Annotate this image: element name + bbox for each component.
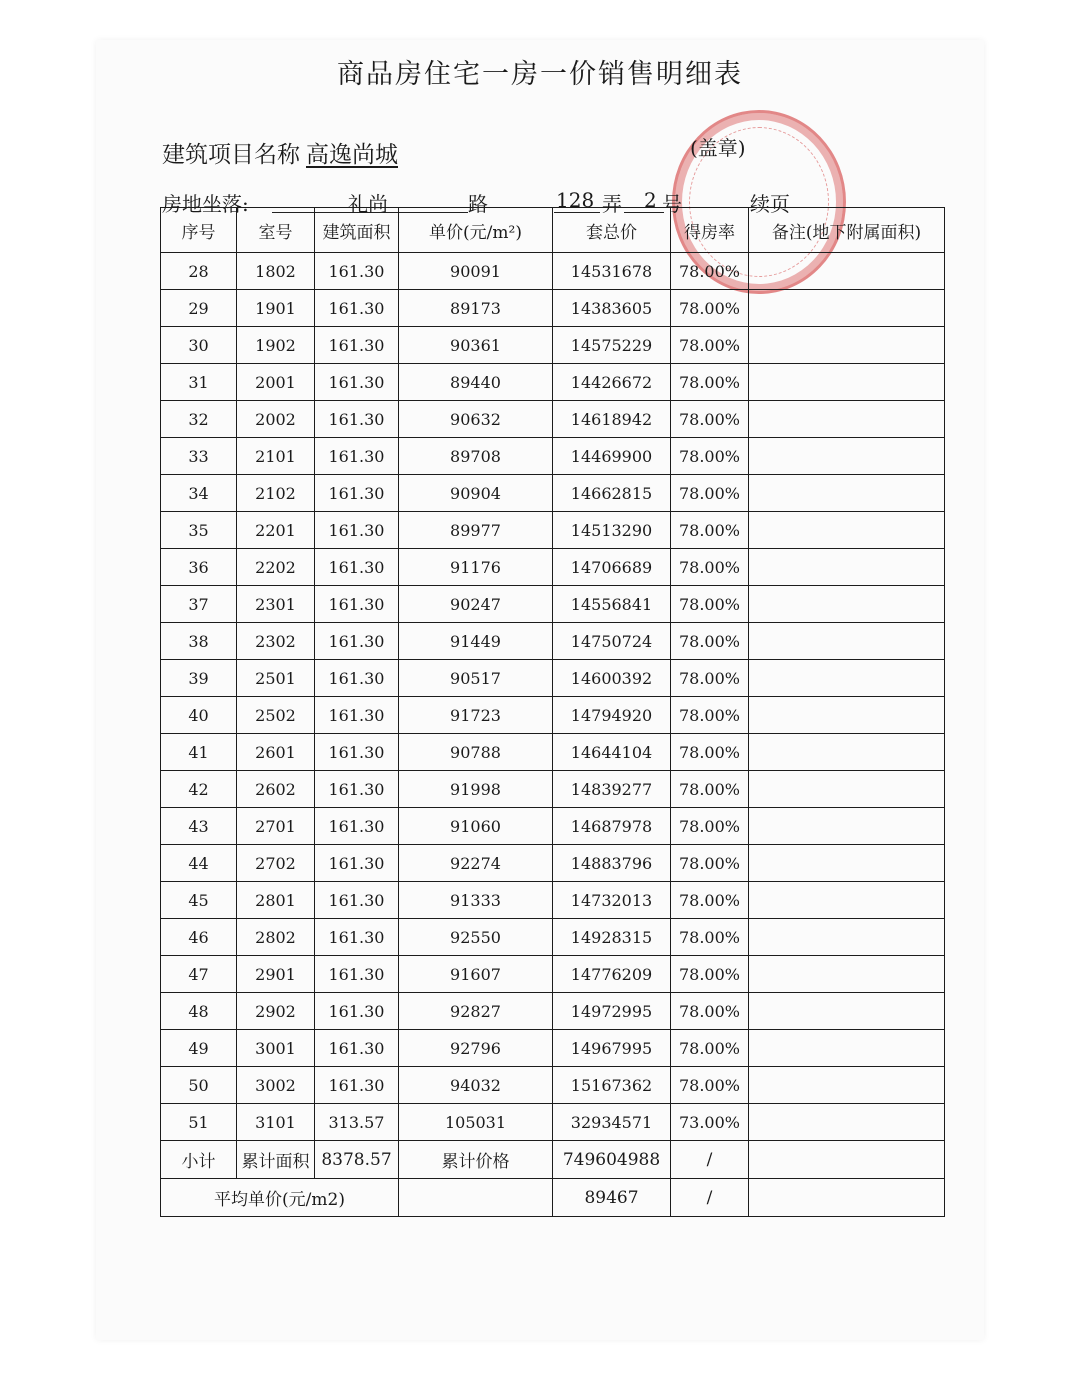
row-area: 161.30: [315, 771, 399, 808]
row-index: 36: [161, 549, 237, 586]
row-room: 2702: [237, 845, 315, 882]
row-unit-price: 91176: [399, 549, 553, 586]
address-label: 房地坐落:: [162, 192, 249, 216]
row-total-price: 14531678: [553, 253, 671, 290]
row-remarks: [749, 993, 945, 1030]
row-index: 49: [161, 1030, 237, 1067]
table-row: [161, 438, 945, 475]
row-ratio: 78.00%: [671, 253, 749, 290]
table-row: [161, 1067, 945, 1104]
row-unit-price: 92796: [399, 1030, 553, 1067]
row-room: 2101: [237, 438, 315, 475]
row-total-price: 14750724: [553, 623, 671, 660]
row-ratio: 78.00%: [671, 734, 749, 771]
row-index: 35: [161, 512, 237, 549]
table-row: [161, 586, 945, 623]
header-room: 室号: [237, 208, 315, 253]
row-unit-price: 90788: [399, 734, 553, 771]
subtotal-row: [161, 1141, 945, 1179]
row-remarks: [749, 956, 945, 993]
row-room: 2501: [237, 660, 315, 697]
header-area: 建筑面积: [315, 208, 399, 253]
table-row: [161, 956, 945, 993]
row-remarks: [749, 364, 945, 401]
row-index: 33: [161, 438, 237, 475]
row-index: 28: [161, 253, 237, 290]
row-unit-price: 91449: [399, 623, 553, 660]
sales-table: [160, 207, 945, 1217]
table-row: [161, 290, 945, 327]
row-ratio: 78.00%: [671, 993, 749, 1030]
row-area: 161.30: [315, 364, 399, 401]
row-unit-price: 92274: [399, 845, 553, 882]
row-unit-price: 91607: [399, 956, 553, 993]
building-suffix: 号: [662, 192, 682, 216]
row-index: 51: [161, 1104, 237, 1141]
row-index: 41: [161, 734, 237, 771]
row-area: 161.30: [315, 882, 399, 919]
row-total-price: 14883796: [553, 845, 671, 882]
table-row: [161, 660, 945, 697]
row-area: 161.30: [315, 845, 399, 882]
row-total-price: 14687978: [553, 808, 671, 845]
row-remarks: [749, 401, 945, 438]
subtotal-ratio: /: [671, 1141, 749, 1179]
row-room: 3101: [237, 1104, 315, 1141]
table-row: [161, 364, 945, 401]
row-remarks: [749, 1104, 945, 1141]
row-area: 161.30: [315, 919, 399, 956]
row-remarks: [749, 1067, 945, 1104]
row-ratio: 78.00%: [671, 549, 749, 586]
row-total-price: 14706689: [553, 549, 671, 586]
row-total-price: 14662815: [553, 475, 671, 512]
row-area: 161.30: [315, 327, 399, 364]
row-area: 161.30: [315, 512, 399, 549]
row-total-price: 14383605: [553, 290, 671, 327]
row-remarks: [749, 623, 945, 660]
row-room: 3002: [237, 1067, 315, 1104]
row-room: 2902: [237, 993, 315, 1030]
table-row: [161, 882, 945, 919]
row-remarks: [749, 771, 945, 808]
row-unit-price: 92550: [399, 919, 553, 956]
row-ratio: 73.00%: [671, 1104, 749, 1141]
row-room: 2701: [237, 808, 315, 845]
row-unit-price: 92827: [399, 993, 553, 1030]
row-ratio: 78.00%: [671, 697, 749, 734]
row-index: 45: [161, 882, 237, 919]
table-row: [161, 327, 945, 364]
row-ratio: 78.00%: [671, 771, 749, 808]
row-area: 161.30: [315, 586, 399, 623]
row-ratio: 78.00%: [671, 327, 749, 364]
row-unit-price: 91333: [399, 882, 553, 919]
row-total-price: 14618942: [553, 401, 671, 438]
subtotal-price-label: 累计价格: [399, 1141, 553, 1179]
road-suffix: 路: [468, 192, 488, 216]
row-ratio: 78.00%: [671, 401, 749, 438]
row-room: 1901: [237, 290, 315, 327]
project-line: [162, 136, 398, 169]
row-unit-price: 91998: [399, 771, 553, 808]
table-row: [161, 734, 945, 771]
row-room: 2102: [237, 475, 315, 512]
header-unit-price: 单价(元/m²): [399, 208, 553, 253]
subtotal-area-label: 累计面积: [237, 1141, 315, 1179]
row-area: 161.30: [315, 660, 399, 697]
row-unit-price: 94032: [399, 1067, 553, 1104]
header-total-price: 套总价: [553, 208, 671, 253]
row-area: 161.30: [315, 401, 399, 438]
row-index: 40: [161, 697, 237, 734]
row-remarks: [749, 253, 945, 290]
row-index: 38: [161, 623, 237, 660]
row-remarks: [749, 1030, 945, 1067]
row-total-price: 14426672: [553, 364, 671, 401]
row-index: 42: [161, 771, 237, 808]
row-room: 2602: [237, 771, 315, 808]
row-area: 161.30: [315, 808, 399, 845]
row-total-price: 14839277: [553, 771, 671, 808]
subtotal-area-value: 8378.57: [315, 1141, 399, 1179]
row-remarks: [749, 734, 945, 771]
row-remarks: [749, 660, 945, 697]
row-total-price: 14513290: [553, 512, 671, 549]
row-index: 31: [161, 364, 237, 401]
row-unit-price: 105031: [399, 1104, 553, 1141]
header-remarks: 备注(地下附属面积): [749, 208, 945, 253]
row-index: 34: [161, 475, 237, 512]
table-row: [161, 771, 945, 808]
row-room: 1902: [237, 327, 315, 364]
row-room: 1802: [237, 253, 315, 290]
row-index: 32: [161, 401, 237, 438]
row-area: 161.30: [315, 549, 399, 586]
row-unit-price: 89708: [399, 438, 553, 475]
table-row: [161, 1104, 945, 1141]
row-remarks: [749, 512, 945, 549]
row-ratio: 78.00%: [671, 808, 749, 845]
row-area: 161.30: [315, 1030, 399, 1067]
row-room: 2901: [237, 956, 315, 993]
row-ratio: 78.00%: [671, 882, 749, 919]
row-unit-price: 91060: [399, 808, 553, 845]
row-unit-price: 90517: [399, 660, 553, 697]
table-row: [161, 253, 945, 290]
average-value: 89467: [553, 1179, 671, 1217]
row-total-price: 32934571: [553, 1104, 671, 1141]
row-unit-price: 89173: [399, 290, 553, 327]
project-name: 高逸尚城: [306, 142, 398, 168]
row-ratio: 78.00%: [671, 586, 749, 623]
row-unit-price: 91723: [399, 697, 553, 734]
row-index: 48: [161, 993, 237, 1030]
row-ratio: 78.00%: [671, 290, 749, 327]
row-unit-price: 89977: [399, 512, 553, 549]
subtotal-label: 小计: [161, 1141, 237, 1179]
row-ratio: 78.00%: [671, 660, 749, 697]
row-ratio: 78.00%: [671, 364, 749, 401]
row-area: 161.30: [315, 1067, 399, 1104]
row-unit-price: 89440: [399, 364, 553, 401]
table-row: [161, 401, 945, 438]
row-index: 50: [161, 1067, 237, 1104]
row-unit-price: 90361: [399, 327, 553, 364]
table-row: [161, 475, 945, 512]
table-row: [161, 808, 945, 845]
row-remarks: [749, 845, 945, 882]
subtotal-price-value: 749604988: [553, 1141, 671, 1179]
row-total-price: 14469900: [553, 438, 671, 475]
row-area: 161.30: [315, 993, 399, 1030]
row-area: 161.30: [315, 623, 399, 660]
row-room: 2002: [237, 401, 315, 438]
document-title: 商品房住宅一房一价销售明细表: [337, 59, 743, 90]
table-row: [161, 697, 945, 734]
row-room: 2601: [237, 734, 315, 771]
row-total-price: 14644104: [553, 734, 671, 771]
row-total-price: 14928315: [553, 919, 671, 956]
table-header-row: [161, 208, 945, 253]
row-remarks: [749, 586, 945, 623]
row-room: 2202: [237, 549, 315, 586]
row-ratio: 78.00%: [671, 919, 749, 956]
lane-suffix: 弄: [602, 192, 622, 216]
average-row: [161, 1179, 945, 1217]
table-row: [161, 845, 945, 882]
row-total-price: 15167362: [553, 1067, 671, 1104]
row-total-price: 14575229: [553, 327, 671, 364]
row-room: 2302: [237, 623, 315, 660]
address-road: 礼尚: [348, 192, 388, 216]
row-area: 161.30: [315, 475, 399, 512]
row-index: 47: [161, 956, 237, 993]
row-index: 46: [161, 919, 237, 956]
row-remarks: [749, 919, 945, 956]
row-total-price: 14794920: [553, 697, 671, 734]
row-ratio: 78.00%: [671, 475, 749, 512]
row-room: 2802: [237, 919, 315, 956]
row-area: 161.30: [315, 697, 399, 734]
building-number: 2: [644, 188, 657, 212]
row-remarks: [749, 327, 945, 364]
row-index: 30: [161, 327, 237, 364]
row-room: 2301: [237, 586, 315, 623]
table-row: [161, 1030, 945, 1067]
row-area: 313.57: [315, 1104, 399, 1141]
row-area: 161.30: [315, 438, 399, 475]
row-remarks: [749, 290, 945, 327]
row-unit-price: 90247: [399, 586, 553, 623]
table-row: [161, 919, 945, 956]
header-ratio: 得房率: [671, 208, 749, 253]
row-index: 43: [161, 808, 237, 845]
row-index: 37: [161, 586, 237, 623]
row-area: 161.30: [315, 290, 399, 327]
row-total-price: 14600392: [553, 660, 671, 697]
continued-page: 续页: [750, 192, 790, 216]
row-unit-price: 90632: [399, 401, 553, 438]
row-room: 3001: [237, 1030, 315, 1067]
stamp-label: (盖章): [690, 136, 746, 160]
row-remarks: [749, 475, 945, 512]
row-room: 2001: [237, 364, 315, 401]
table-row: [161, 549, 945, 586]
row-ratio: 78.00%: [671, 1030, 749, 1067]
row-room: 2502: [237, 697, 315, 734]
row-index: 39: [161, 660, 237, 697]
row-unit-price: 90904: [399, 475, 553, 512]
average-blank: [399, 1179, 553, 1217]
average-ratio: /: [671, 1179, 749, 1217]
row-total-price: 14972995: [553, 993, 671, 1030]
row-ratio: 78.00%: [671, 956, 749, 993]
subtotal-remarks: [749, 1141, 945, 1179]
row-remarks: [749, 549, 945, 586]
row-room: 2801: [237, 882, 315, 919]
row-remarks: [749, 808, 945, 845]
row-ratio: 78.00%: [671, 438, 749, 475]
row-total-price: 14967995: [553, 1030, 671, 1067]
row-area: 161.30: [315, 734, 399, 771]
average-remarks: [749, 1179, 945, 1217]
row-area: 161.30: [315, 956, 399, 993]
row-area: 161.30: [315, 253, 399, 290]
row-total-price: 14776209: [553, 956, 671, 993]
row-ratio: 78.00%: [671, 845, 749, 882]
table-row: [161, 512, 945, 549]
row-total-price: 14732013: [553, 882, 671, 919]
header-index: 序号: [161, 208, 237, 253]
row-remarks: [749, 438, 945, 475]
row-remarks: [749, 697, 945, 734]
row-unit-price: 90091: [399, 253, 553, 290]
row-room: 2201: [237, 512, 315, 549]
row-ratio: 78.00%: [671, 1067, 749, 1104]
row-remarks: [749, 882, 945, 919]
row-total-price: 14556841: [553, 586, 671, 623]
table-row: [161, 993, 945, 1030]
table-row: [161, 623, 945, 660]
row-ratio: 78.00%: [671, 623, 749, 660]
lane-number: 128: [556, 188, 595, 212]
project-label: 建筑项目名称: [162, 142, 300, 168]
row-index: 29: [161, 290, 237, 327]
row-ratio: 78.00%: [671, 512, 749, 549]
row-index: 44: [161, 845, 237, 882]
average-label: 平均单价(元/m2): [161, 1179, 399, 1217]
